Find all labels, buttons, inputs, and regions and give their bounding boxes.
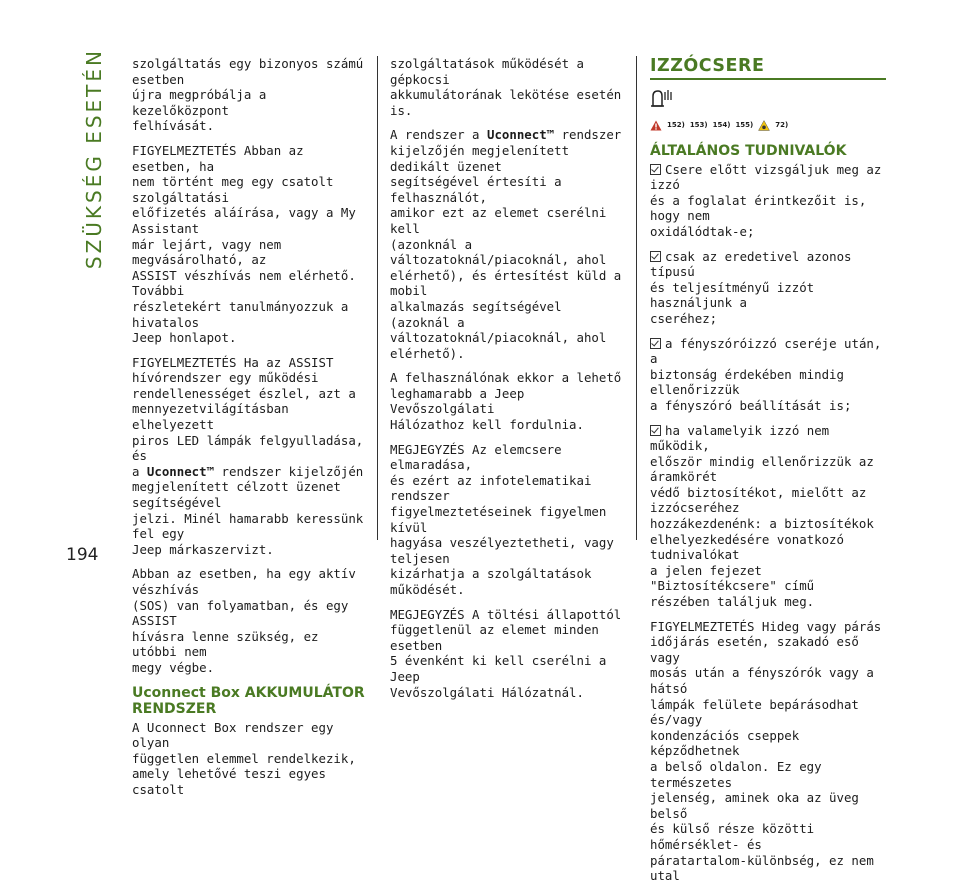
- reference-number: 154): [712, 120, 731, 129]
- text-run: FIGYELMEZTETÉS Ha az ASSIST hívórendszer egy működési rendellenességet észlel, azt a mennyezetvilágításban elhelyezett piros LED lámpák felgyulladása, és a: [132, 354, 364, 479]
- list-item-text: ha valamelyik izzó nem működik, először mindig ellenőrizzük az áramkörét védő biztosítékot, mielőtt az izzócseréhez hozzákezdenénk: a biztosítékok elhelyezkedésére vonatkozó tudnivalókat a jelen fejezet "Biztosítékcsere" című részében találjuk meg.: [650, 422, 874, 610]
- column-divider: [377, 56, 378, 540]
- brand-name: Uconnect™: [486, 127, 555, 143]
- checkbox-icon: [650, 251, 661, 262]
- warning-reference-row: [650, 115, 886, 137]
- list-item-text: Csere előtt vizsgáljuk meg az izzó és a foglalat érintkezőit is, hogy nem oxidálódtak-e;: [650, 161, 882, 239]
- paragraph: FIGYELMEZTETÉS Hideg vagy párás időjárás esetén, szakadó eső vagy mosás után a fényszórók vagy a hátsó lámpák felülete bepárásodhat és/vagy kondenzációs cseppek képződhetnek a belső oldalon. Ez egy természetes jelenség, aminek oka az üveg belső és külső része közötti hőmérséklet- és páratartalom-különbség, ez nem utal: [650, 618, 882, 884]
- page-number: 194: [66, 545, 99, 565]
- reference-number: 72): [775, 120, 789, 129]
- list-item-text: a fényszóróizzó cseréje után, a biztonság érdekében mindig ellenőrizzük a fényszóró beállítását is;: [650, 335, 882, 413]
- checkbox-icon: [650, 164, 661, 175]
- brand-name: Uconnect™: [146, 463, 215, 479]
- chapter-section-title: IZZÓCSERE: [650, 56, 765, 76]
- reference-number: 153): [689, 120, 708, 129]
- section-heading: ÁLTALÁNOS TUDNIVALÓK: [650, 142, 847, 159]
- text-run: rendszer kijelzőjén megjelenített célzott üzenet segítségével jelzi. Minél hamarabb keressünk fel egy Jeep márkaszervizt.: [132, 463, 364, 557]
- list-item: [650, 336, 886, 414]
- checkbox-icon: [650, 338, 661, 349]
- section-heading: Uconnect Box AKKUMULÁTOR RENDSZER: [132, 684, 365, 717]
- bulb-icon: [650, 87, 674, 109]
- text-run: rendszer kijelzőjén megjelenített dedikált üzenet segítségével értesíti a felhasználót, amikor ezt az elemet cserélni kell (azonknál a változatoknál/piacoknál, ahol elérhető), és értesítést küld a mobil alkalmazás segítségével (azoknál a változatoknál/piacoknál, ahol elérhető).: [390, 127, 622, 361]
- paragraph: Abban az esetben, ha egy aktív vészhívás (SOS) van folyamatban, és egy ASSIST hívásra lenne szükség, ez utóbbi nem megy végbe.: [132, 566, 356, 675]
- title-rule: [650, 78, 886, 80]
- paragraph: MEGJEGYZÉS A töltési állapottól függetlenül az elemet minden esetben 5 évenként ki kell cserélni a Jeep Vevőszolgálati Hálózatnál.: [390, 606, 622, 700]
- paragraph: szolgáltatások működését a gépkocsi akkumulátorának lekötése esetén is.: [390, 56, 622, 118]
- danger-warning-icon: [650, 120, 662, 131]
- text-run: A rendszer a: [390, 127, 487, 143]
- paragraph: A felhasználónak ekkor a lehető leghamarabb a Jeep Vevőszolgálati Hálózathoz kell fordulnia.: [390, 370, 622, 433]
- paragraph: [390, 127, 626, 361]
- paragraph: [132, 355, 370, 558]
- paragraph: szolgáltatás egy bizonyos számú esetben újra megpróbálja a kezelőközpont felhívását.: [132, 56, 364, 134]
- checkbox-icon: [650, 425, 661, 436]
- paragraph: FIGYELMEZTETÉS Abban az esetben, ha nem történt meg egy csatolt szolgáltatási előfizetés aláírása, vagy a My Assistant már lejárt, vagy nem megvásárolható, az ASSIST vészhívás nem elérhető. További részletekért tanulmányozzuk a hivatalos Jeep honlapot.: [132, 142, 356, 346]
- paragraph: MEGJEGYZÉS Az elemcsere elmaradása, és ezért az infotelematikai rendszer figyelmeztetéseinek figyelmen kívül hagyása veszélyeztetheti, vagy teljesen kizárhatja a szolgáltatások működését.: [390, 441, 614, 597]
- list-item: [650, 162, 886, 240]
- column-2: [390, 56, 626, 709]
- caution-warning-icon: [758, 120, 770, 131]
- column-1: [132, 56, 370, 807]
- list-item: [650, 249, 886, 327]
- column-3: [650, 56, 886, 893]
- reference-number: 152): [667, 120, 685, 129]
- column-divider: [636, 56, 637, 540]
- list-item-text: csak az eredetivel azonos típusú és teljesítményű izzót használjunk a cseréhez;: [650, 248, 852, 326]
- reference-number: 155): [735, 120, 754, 129]
- paragraph: A Uconnect Box rendszer egy olyan független elemmel rendelkezik, amely lehetővé teszi egyes csatolt: [132, 719, 356, 797]
- list-item: [650, 423, 886, 610]
- chapter-title: SZÜKSÉG ESETÉN: [82, 48, 106, 270]
